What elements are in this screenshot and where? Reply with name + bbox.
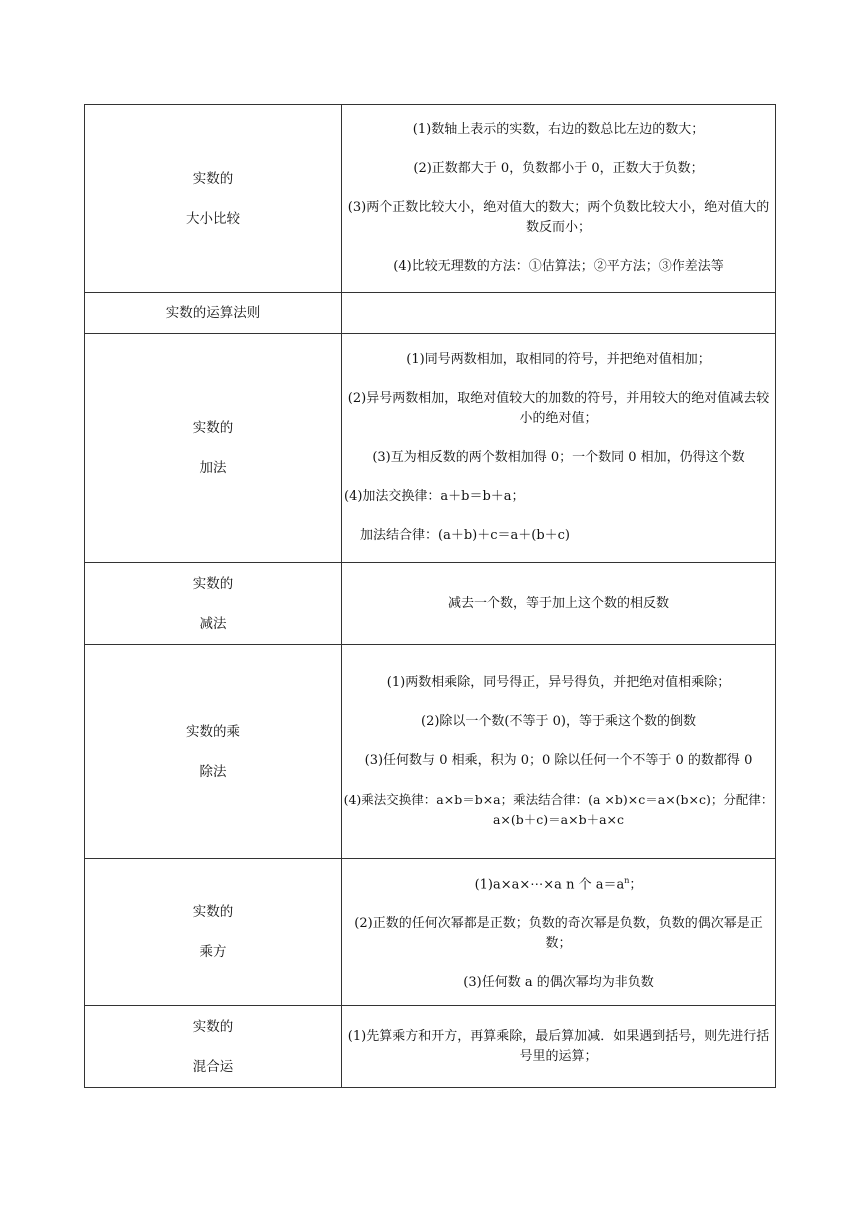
real-number-rules-table (84, 104, 776, 1088)
row-label-line: 减法 (199, 615, 227, 632)
row-label-line: 实数的 (192, 904, 234, 920)
rule-item: (2)正数都大于 0，负数都小于 0，正数大于负数； (413, 161, 704, 176)
row-label-line: 实数的 (192, 420, 234, 436)
row-content-cell (342, 563, 776, 645)
table-row (85, 293, 776, 334)
row-label-line: 实数的运算法则 (165, 305, 261, 321)
row-label-cell (85, 293, 342, 334)
rule-item: (2)除以一个数(不等于 0)，等于乘这个数的倒数 (421, 714, 696, 729)
power-exponent: n (624, 875, 630, 885)
table-row (85, 563, 776, 645)
row-label-line: 加法 (199, 460, 227, 476)
row-label-line: 实数的乘 (186, 723, 240, 740)
rule-item: 减去一个数，等于加上这个数的相反数 (447, 595, 669, 611)
rule-item: 加法结合律：(a＋b)＋c＝a＋(b＋c) (360, 528, 570, 543)
row-label-line: 除法 (199, 763, 227, 780)
row-label-cell (85, 334, 342, 563)
rule-item: (3)任何数与 0 相乘，积为 0；0 除以任何一个不等于 0 的数都得 0 (364, 753, 753, 768)
row-content-cell (342, 105, 776, 293)
row-label-line: 混合运 (192, 1058, 234, 1075)
row-label-cell (85, 1006, 342, 1088)
rule-item: (4)乘法交换律：a×b＝b×a；乘法结合律：(a ×b)×c＝a×(b×c)；分配律：a×(b＋c)＝a×b＋a×c (343, 792, 774, 827)
rule-item: (1)数轴上表示的实数，右边的数总比左边的数大； (412, 122, 705, 137)
power-prefix: (1)a×a×⋯×a n 个 a＝a (474, 877, 625, 893)
row-content-cell-empty (342, 293, 776, 334)
table-row (85, 645, 776, 859)
row-label-line: 实数的 (192, 1018, 234, 1035)
table-row (85, 1006, 776, 1088)
rule-item-power (342, 871, 775, 895)
row-content-cell (342, 859, 776, 1006)
rule-item: (3)互为相反数的两个数相加得 0；一个数同 0 相加，仍得这个数 (372, 450, 745, 465)
row-label-cell (85, 645, 342, 859)
row-label-line: 乘方 (199, 944, 227, 960)
row-content-cell (342, 1006, 776, 1088)
rule-item: (3)两个正数比较大小，绝对值大的数大；两个负数比较大小，绝对值大的数反而小； (347, 200, 770, 235)
table-row (85, 105, 776, 293)
rule-item: (2)异号两数相加，取绝对值较大的加数的符号，并用较大的绝对值减去较小的绝对值； (347, 391, 770, 426)
row-content-cell (342, 334, 776, 563)
row-label-cell (85, 859, 342, 1006)
rule-item: (3)任何数 a 的偶次幂均为非负数 (463, 975, 654, 991)
rule-item: (1)两数相乘除，同号得正，异号得负，并把绝对值相乘除； (386, 675, 731, 690)
row-label-cell (85, 563, 342, 645)
row-label-line: 实数的 (192, 575, 234, 592)
row-label-line: 大小比较 (186, 210, 240, 227)
table-row (85, 859, 776, 1006)
rule-item: (2)正数的任何次幂都是正数；负数的奇次幂是负数，负数的偶次幂是正数； (354, 916, 763, 952)
power-suffix: ； (629, 877, 643, 893)
row-content-cell (342, 645, 776, 859)
row-label-cell (85, 105, 342, 293)
rule-item: (4)比较无理数的方法：①估算法；②平方法；③作差法等 (393, 259, 724, 274)
table-row (85, 334, 776, 563)
rule-item: (1)同号两数相加，取相同的符号，并把绝对值相加； (406, 352, 711, 367)
rule-item: (1)先算乘方和开方，再算乘除，最后算加减．如果遇到括号，则先进行括号里的运算； (347, 1028, 770, 1064)
row-label-line: 实数的 (192, 170, 234, 187)
rule-item: (4)加法交换律：a＋b＝b＋a； (344, 489, 525, 504)
